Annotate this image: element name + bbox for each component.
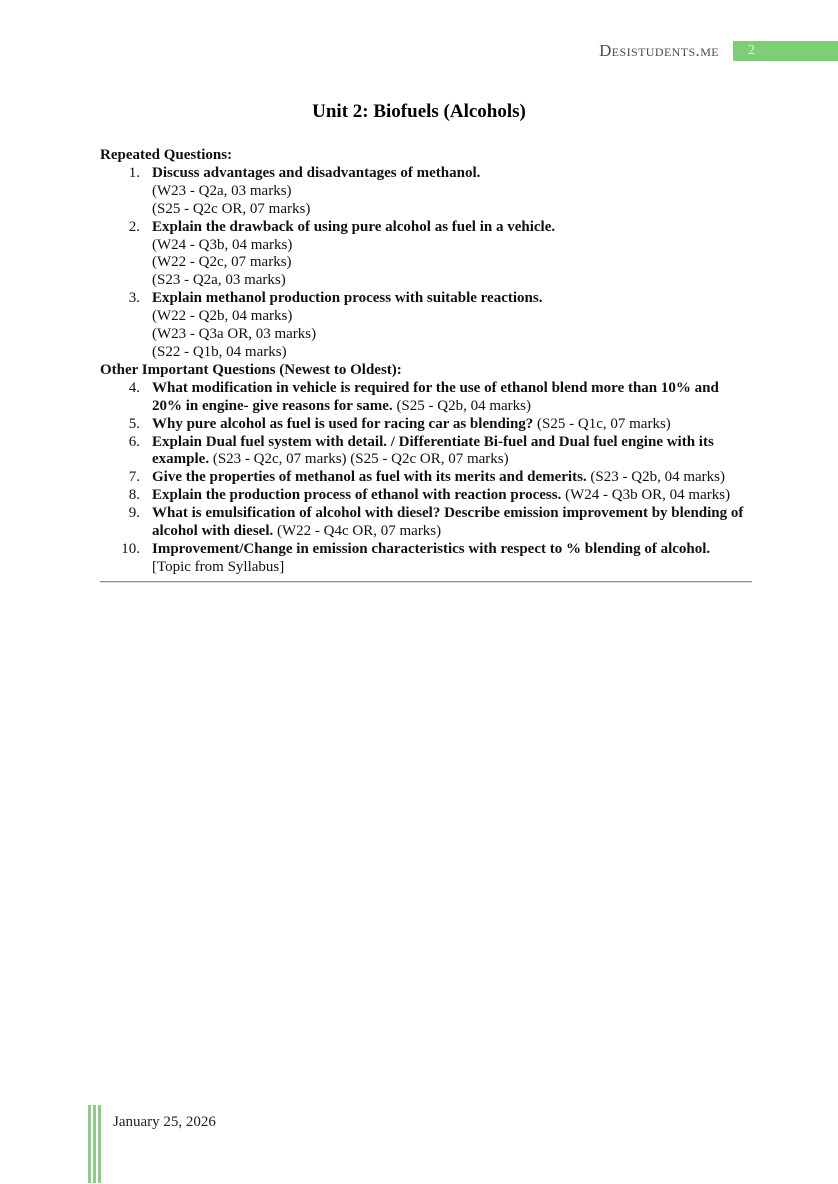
item-body xyxy=(152,416,745,434)
question-text: Explain methanol production process with suitable reactions. xyxy=(152,290,543,307)
question-item-9 xyxy=(100,505,745,541)
marks-line: (W22 - Q2b, 04 marks) xyxy=(152,308,293,325)
question-text: Explain the production process of ethanol with reaction process. xyxy=(152,487,562,504)
marks-note: (S23 - Q2b, 04 marks) xyxy=(590,469,725,486)
item-number: 6. xyxy=(128,433,140,450)
section-divider xyxy=(100,581,752,583)
question-item-7 xyxy=(100,469,745,487)
question-text: Give the properties of methanol as fuel with its merits and demerits. xyxy=(152,469,587,486)
question-text: Discuss advantages and disadvantages of methanol. xyxy=(152,164,481,181)
marks-note: (S25 - Q2b, 04 marks) xyxy=(396,397,532,414)
question-item-3 xyxy=(100,290,745,362)
item-body xyxy=(152,165,745,219)
marks-line: (W23 - Q2a, 03 marks) xyxy=(152,182,292,199)
item-number: 10. xyxy=(121,540,140,557)
marks-line: (S25 - Q2c OR, 07 marks) xyxy=(152,200,311,217)
marks-note: (S25 - Q1c, 07 marks) xyxy=(537,415,671,432)
item-body xyxy=(152,487,745,505)
footer-date: January 25, 2026 xyxy=(113,1114,216,1130)
section-heading-repeated: Repeated Questions: xyxy=(100,147,233,163)
site-name: Desistudents.me xyxy=(599,41,719,60)
marks-line: (W22 - Q2c, 07 marks) xyxy=(152,254,292,271)
question-text: What modification in vehicle is required for the use of ethanol blend more than 10% and 20% in engine- give reasons for same. xyxy=(152,379,719,414)
item-body xyxy=(152,434,745,470)
question-item-8 xyxy=(100,487,745,505)
item-body xyxy=(152,469,745,487)
question-item-10 xyxy=(100,541,745,577)
question-item-5 xyxy=(100,416,745,434)
marks-note: (W24 - Q3b OR, 04 marks) xyxy=(565,487,731,504)
marks-note: (S23 - Q2c, 07 marks) (S25 - Q2c OR, 07 marks) xyxy=(212,451,509,468)
question-item-4 xyxy=(100,380,745,416)
section-heading-other-important: Other Important Questions (Newest to Oldest): xyxy=(100,361,402,378)
item-body xyxy=(152,380,745,416)
marks-line: (W24 - Q3b, 04 marks) xyxy=(152,236,293,253)
item-number: 7. xyxy=(128,469,140,486)
item-number: 5. xyxy=(128,415,140,432)
item-body xyxy=(152,219,745,291)
question-item-2 xyxy=(100,219,745,291)
question-text: Why pure alcohol as fuel is used for racing car as blending? xyxy=(152,415,534,432)
page-title: Unit 2: Biofuels (Alcohols) xyxy=(312,101,526,122)
item-number: 9. xyxy=(128,505,140,522)
item-body xyxy=(152,541,745,577)
marks-line: (W23 - Q3a OR, 03 marks) xyxy=(152,326,317,343)
marks-line: (S23 - Q2a, 03 marks) xyxy=(152,272,286,289)
marks-note: [Topic from Syllabus] xyxy=(152,558,285,575)
question-text: What is emulsification of alcohol with diesel? Describe emission improvement by blending of alcohol with diesel. xyxy=(152,505,744,540)
item-body xyxy=(152,505,745,541)
page-number-badge xyxy=(733,41,838,61)
question-text: Improvement/Change in emission characteristics with respect to % blending of alcohol. xyxy=(152,540,711,557)
footer-bar xyxy=(93,1105,96,1183)
marks-line: (S22 - Q1b, 04 marks) xyxy=(152,343,287,360)
marks-note: (W22 - Q4c OR, 07 marks) xyxy=(277,523,442,540)
footer-bar xyxy=(98,1105,101,1183)
page-header xyxy=(0,41,838,61)
page-number: 2 xyxy=(748,43,755,58)
questions-content xyxy=(100,147,745,583)
item-number: 1. xyxy=(128,164,140,181)
footer-accent-bars xyxy=(88,1105,101,1183)
item-body xyxy=(152,290,745,362)
item-number: 4. xyxy=(128,379,140,396)
item-number: 8. xyxy=(128,487,140,504)
question-text: Explain Dual fuel system with detail. / Differentiate Bi-fuel and Dual fuel engine with its example. xyxy=(152,433,714,468)
item-number: 2. xyxy=(128,218,140,235)
footer-bar xyxy=(88,1105,91,1183)
question-item-6 xyxy=(100,434,745,470)
item-number: 3. xyxy=(128,290,140,307)
question-item-1 xyxy=(100,165,745,219)
question-text: Explain the drawback of using pure alcohol as fuel in a vehicle. xyxy=(152,218,556,235)
